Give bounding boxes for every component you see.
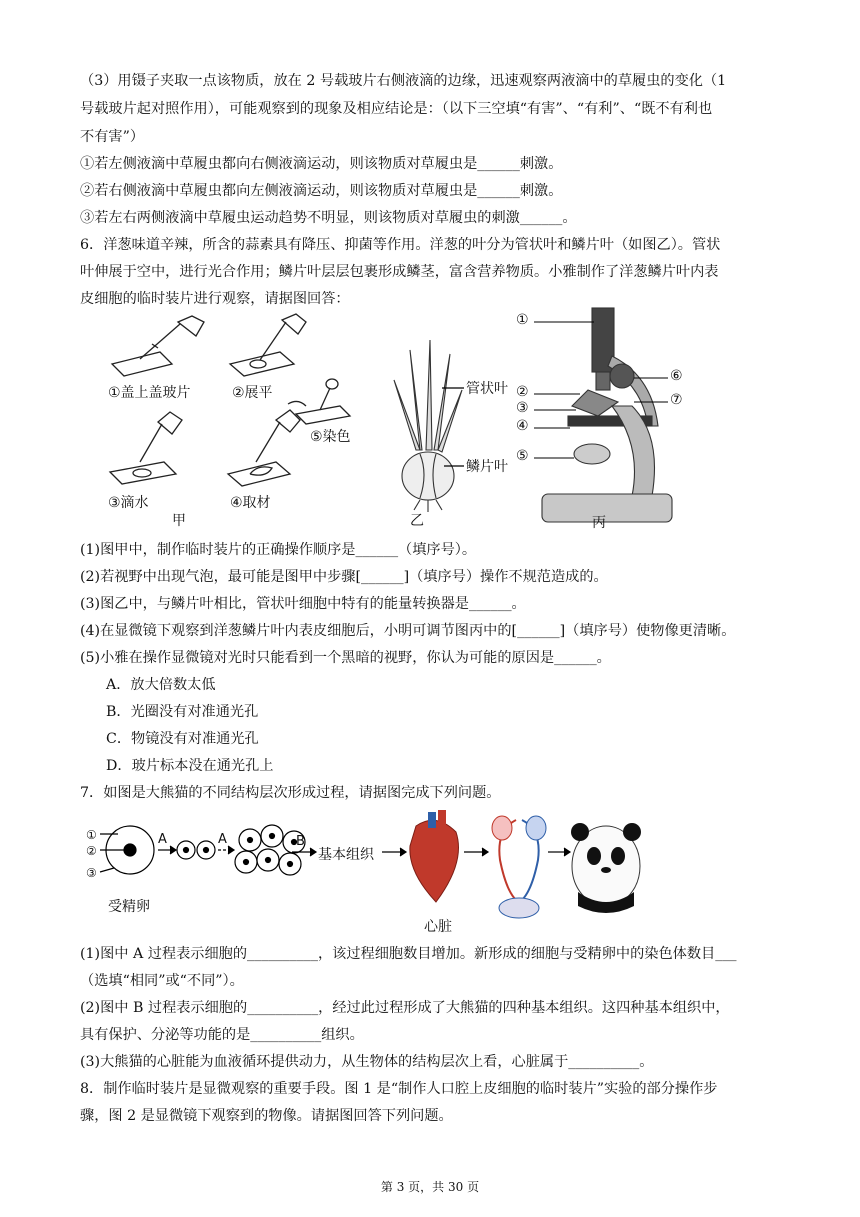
q6-part-2: (2)若视野中出现气泡，最可能是图甲中步骤[______]（填序号）操作不规范造成的。 (80, 569, 608, 585)
q5-line-2: 号载玻片起对照作用），可能观察到的现象及相应结论是：（以下三空填“有害”、“有利”、“既不有利也 (80, 101, 713, 117)
figure-yi-caption: 乙 (410, 513, 424, 529)
q5-answer-2: ②若右侧液滴中草履虫都向左侧液滴运动，则该物质对草履虫是______刺激。 (80, 183, 563, 199)
process-a-label: A (158, 832, 167, 847)
q5-answer-1: ①若左侧液滴中草履虫都向右侧液滴运动，则该物质对草履虫是______刺激。 (80, 156, 563, 172)
q6-stem-line-3: 皮细胞的临时装片进行观察，请据图回答： (80, 291, 350, 307)
part-2-label: ② (516, 384, 529, 400)
q6-part-1: (1)图甲中，制作临时装片的正确操作顺序是______（填序号）。 (80, 542, 477, 558)
process-a-label-2: A (218, 832, 227, 847)
page-footer: 第 3 页，共 30 页 (380, 1180, 480, 1194)
heart-label: 心脏 (424, 919, 452, 935)
step-3-label: ③滴水 (108, 495, 149, 511)
q6-part-5: (5)小雅在操作显微镜对光时只能看到一个黑暗的视野，你认为可能的原因是______。 (80, 650, 611, 666)
step-1-label: ①盖上盖玻片 (108, 385, 191, 401)
figure-bing-caption: 丙 (592, 515, 606, 531)
process-b-label: B (296, 834, 305, 849)
part-6-label: ⑥ (670, 368, 683, 384)
onion-illustration (380, 330, 520, 530)
figure-panda-levels (86, 806, 646, 938)
microscope-illustration (512, 306, 712, 536)
zygote-part-2: ② (86, 844, 97, 858)
q7-part-3: (3)大熊猫的心脏能为血液循环提供动力，从生物体的结构层次上看，心脏属于__________。 (80, 1054, 654, 1070)
figure-jia-caption: 甲 (172, 513, 186, 529)
q7-part-1a: (1)图中 A 过程表示细胞的__________，该过程细胞数目增加。新形成的细胞与受精卵中的染色体数目___ (80, 946, 737, 962)
q7-part-2b: 具有保护、分泌等功能的是__________组织。 (80, 1027, 364, 1043)
figure-yi (380, 330, 520, 530)
part-1-label: ① (516, 312, 529, 328)
q6-option-c: C．物镜没有对准通光孔 (106, 731, 259, 747)
zygote-part-1: ① (86, 828, 97, 842)
step-5-label: ⑤染色 (310, 429, 351, 445)
part-4-label: ④ (516, 418, 529, 434)
q8-stem-line-2: 骤，图 2 是显微镜下观察到的物像。请据图回答下列问题。 (80, 1108, 453, 1124)
q6-part-4: (4)在显微镜下观察到洋葱鳞片叶内表皮细胞后，小明可调节图丙中的[______]（填序号）使物像更清晰。 (80, 623, 736, 639)
step-2-label: ②展平 (232, 385, 273, 401)
part-5-label: ⑤ (516, 448, 529, 464)
step-4-label: ④取材 (230, 495, 271, 511)
part-7-label: ⑦ (670, 392, 683, 408)
q6-option-b: B．光圈没有对准通光孔 (106, 704, 259, 720)
q7-part-1b: （选填“相同”或“不同”）。 (80, 973, 244, 989)
q5-line-1: （3）用镊子夹取一点该物质，放在 2 号载玻片右侧液滴的边缘，迅速观察两液滴中的草履虫的变化（1 (80, 73, 727, 89)
tube-leaf-label: 管状叶 (466, 381, 508, 397)
zygote-part-3: ③ (86, 866, 97, 880)
basic-tissue-label: 基本组织 (318, 847, 374, 863)
q6-part-3: (3)图乙中，与鳞片叶相比，管状叶细胞中特有的能量转换器是______。 (80, 596, 526, 612)
scale-leaf-label: 鳞片叶 (466, 459, 508, 475)
q6-stem-line-2: 叶伸展于空中，进行光合作用；鳞片叶层层包裹形成鳞茎，富含营养物质。小雅制作了洋葱鳞片叶内表 (80, 264, 719, 280)
figure-bing (512, 306, 712, 536)
structure-levels-illustration (86, 806, 646, 938)
part-3-label: ③ (516, 400, 529, 416)
q6-option-a: A．放大倍数太低 (106, 677, 216, 693)
q5-line-3: 不有害”） (80, 129, 145, 145)
zygote-label: 受精卵 (108, 899, 150, 915)
q7-stem: 7．如图是大熊猫的不同结构层次形成过程，请据图完成下列问题。 (80, 785, 501, 801)
q8-stem-line-1: 8．制作临时装片是显微观察的重要手段。图 1 是“制作人口腔上皮细胞的临时装片”实验的部分操作步 (80, 1081, 718, 1097)
q6-stem-line-1: 6．洋葱味道辛辣，所含的蒜素具有降压、抑菌等作用。洋葱的叶分为管状叶和鳞片叶（如图乙）。管状 (80, 237, 721, 253)
q6-option-d: D．玻片标本没在通光孔上 (106, 758, 274, 774)
q7-part-2a: (2)图中 B 过程表示细胞的__________，经过此过程形成了大熊猫的四种基本组织。这四种基本组织中， (80, 1000, 730, 1016)
q5-answer-3: ③若左右两侧液滴中草履虫运动趋势不明显，则该物质对草履虫的刺激______。 (80, 210, 577, 226)
figure-jia (100, 312, 390, 532)
